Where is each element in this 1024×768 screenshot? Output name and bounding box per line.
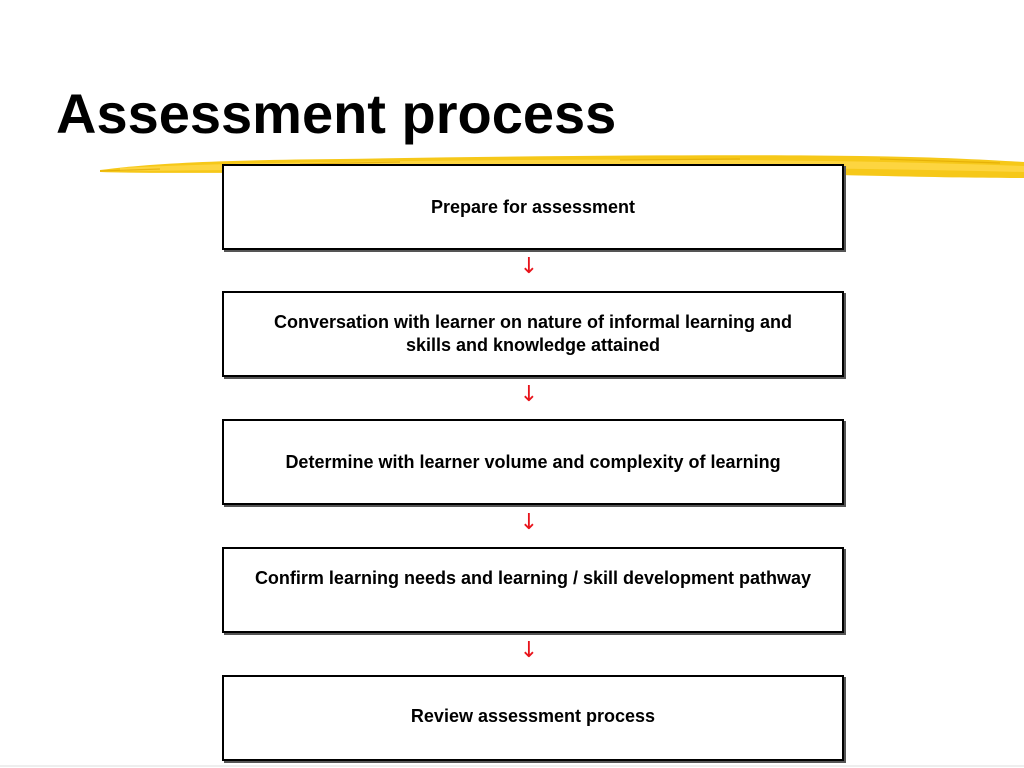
step-box-determine bbox=[222, 419, 844, 505]
step-box-conversation bbox=[222, 291, 844, 377]
step-box-confirm bbox=[222, 547, 844, 633]
slide-title: Assessment process bbox=[56, 82, 617, 145]
bottom-divider bbox=[0, 765, 1024, 767]
step-box-review bbox=[222, 675, 844, 761]
step-label: Conversation with learner on nature of informal learning and skills and knowledge attained bbox=[273, 312, 793, 355]
step-label: Determine with learner volume and complexity of learning bbox=[285, 452, 781, 472]
down-arrow-icon: ↓ bbox=[519, 382, 539, 407]
step-label: Confirm learning needs and learning / skill development pathway bbox=[254, 568, 812, 588]
down-arrow-icon: ↓ bbox=[519, 510, 539, 535]
down-arrow-icon: ↓ bbox=[519, 254, 539, 279]
step-label: Review assessment process bbox=[410, 706, 656, 726]
down-arrow-icon: ↓ bbox=[519, 638, 539, 663]
step-label: Prepare for assessment bbox=[430, 197, 636, 217]
step-box-prepare bbox=[222, 164, 844, 250]
